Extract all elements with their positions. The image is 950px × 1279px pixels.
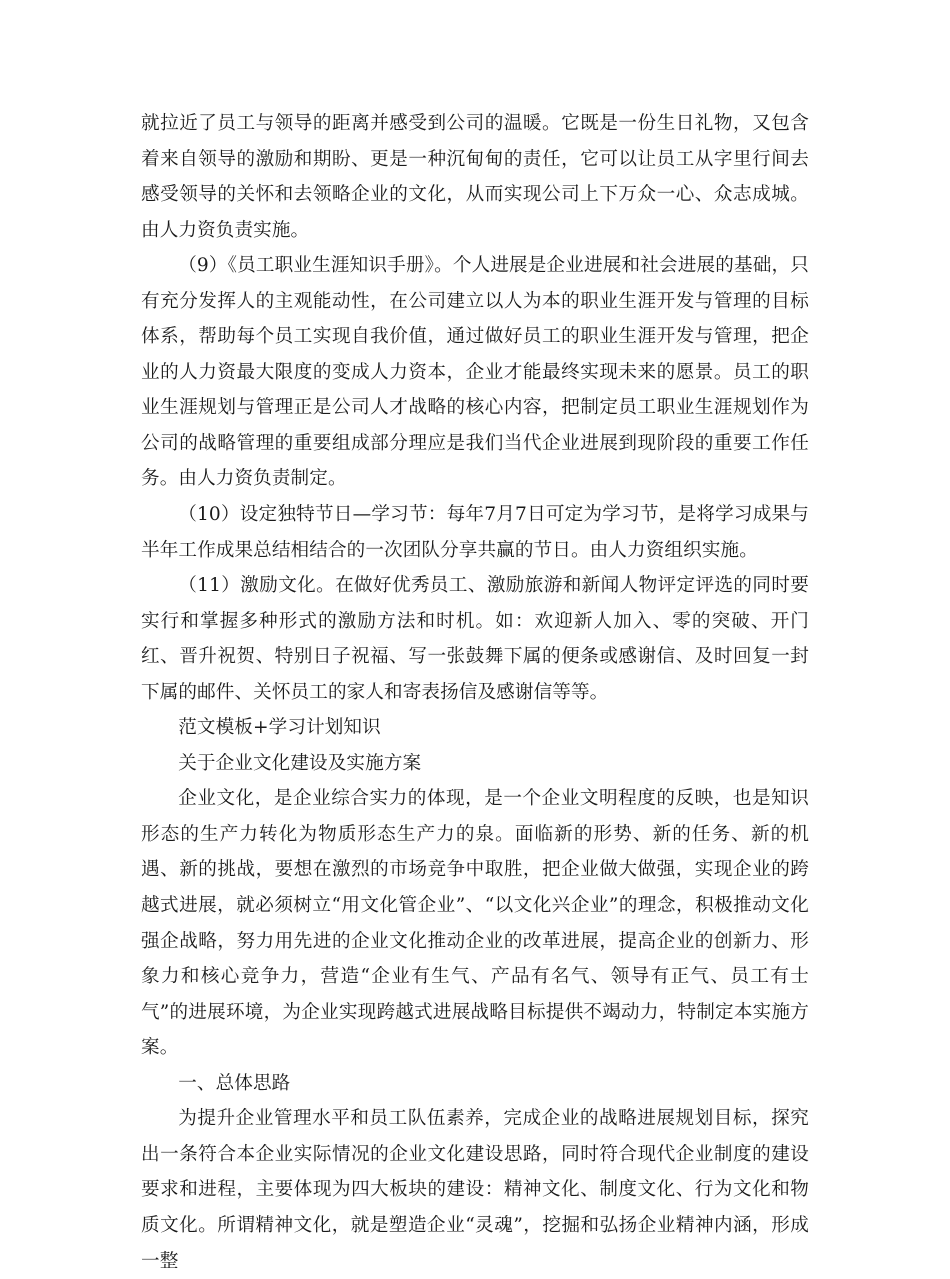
paragraph-culture-intro: 企业文化，是企业综合实力的体现，是一个企业文明程度的反映，也是知识形态的生产力转化为物质形态生产力的泉。面临新的形势、新的任务、新的机遇、新的挑战，要想在激烈的市场竞争中取胜，把企业做大做强，实现企业的跨越式进展，就必须树立“用文化管企业”、“以文化兴企业”的理念，积极推动文化强企战略，努力用先进的企业文化推动企业的改革进展，提高企业的创新力、形象力和核心竞争力，营造“企业有生气、产品有名气、领导有正气、员工有士气”的进展环境，为企业实现跨越式进展战略目标提供不竭动力，特制定本实施方案。: [141, 788, 809, 1059]
document-body: [141, 106, 809, 1279]
paragraph-incentive-culture: （11）激励文化。在做好优秀员工、激励旅游和新闻人物评定评选的同时要实行和掌握多种形式的激励方法和时机。如：欢迎新人加入、零的突破、开门红、晋升祝贺、特别日子祝福、写一张鼓舞下属的便条或感谢信、及时回复一封下属的邮件、关怀员工的家人和寄表扬信及感谢信等等。: [141, 575, 809, 703]
paragraph-career-handbook: （9）《员工职业生涯知识手册》。个人进展是企业进展和社会进展的基础，只有充分发挥人的主观能动性，在公司建立以人为本的职业生涯开发与管理的目标体系，帮助每个员工实现自我价值，通过做好员工的职业生涯开发与管理，把企业的人力资最大限度的变成人力资本，企业才能最终实现未来的愿景。员工的职业生涯规划与管理正是公司人才战略的核心内容，把制定员工职业生涯规划作为公司的战略管理的重要组成部分理应是我们当代企业进展到现阶段的重要工作任务。由人力资负责制定。: [141, 255, 809, 490]
paragraph-template-note: 范文模板+学习计划知识: [178, 717, 381, 739]
heading-overall-approach: 一、总体思路: [178, 1072, 291, 1094]
paragraph-learning-festival: （10）设定独特节日—学习节：每年7月7日可定为学习节，是将学习成果与半年工作成果总结相结合的一次团队分享共赢的节日。由人力资组织实施。: [141, 504, 809, 561]
section-title-plan: 关于企业文化建设及实施方案: [178, 752, 422, 774]
paragraph-birthday-letter: 就拉近了员工与领导的距离并感受到公司的温暖。它既是一份生日礼物，又包含着来自领导的激励和期盼、更是一种沉甸甸的责任，它可以让员工从字里行间去感受领导的关怀和去领略企业的文化，从而实现公司上下万众一心、众志成城。由人力资负责实施。: [141, 113, 809, 241]
paragraph-overall-approach: 为提升企业管理水平和员工队伍素养，完成企业的战略进展规划目标，探究出一条符合本企业实际情况的企业文化建设思路，同时符合现代企业制度的建设要求和进程，主要体现为四大板块的建设：精神文化、制度文化、行为文化和物质文化。所谓精神文化，就是塑造企业“灵魂”，挖掘和弘扬企业精神内涵，形成一整: [141, 1108, 809, 1272]
